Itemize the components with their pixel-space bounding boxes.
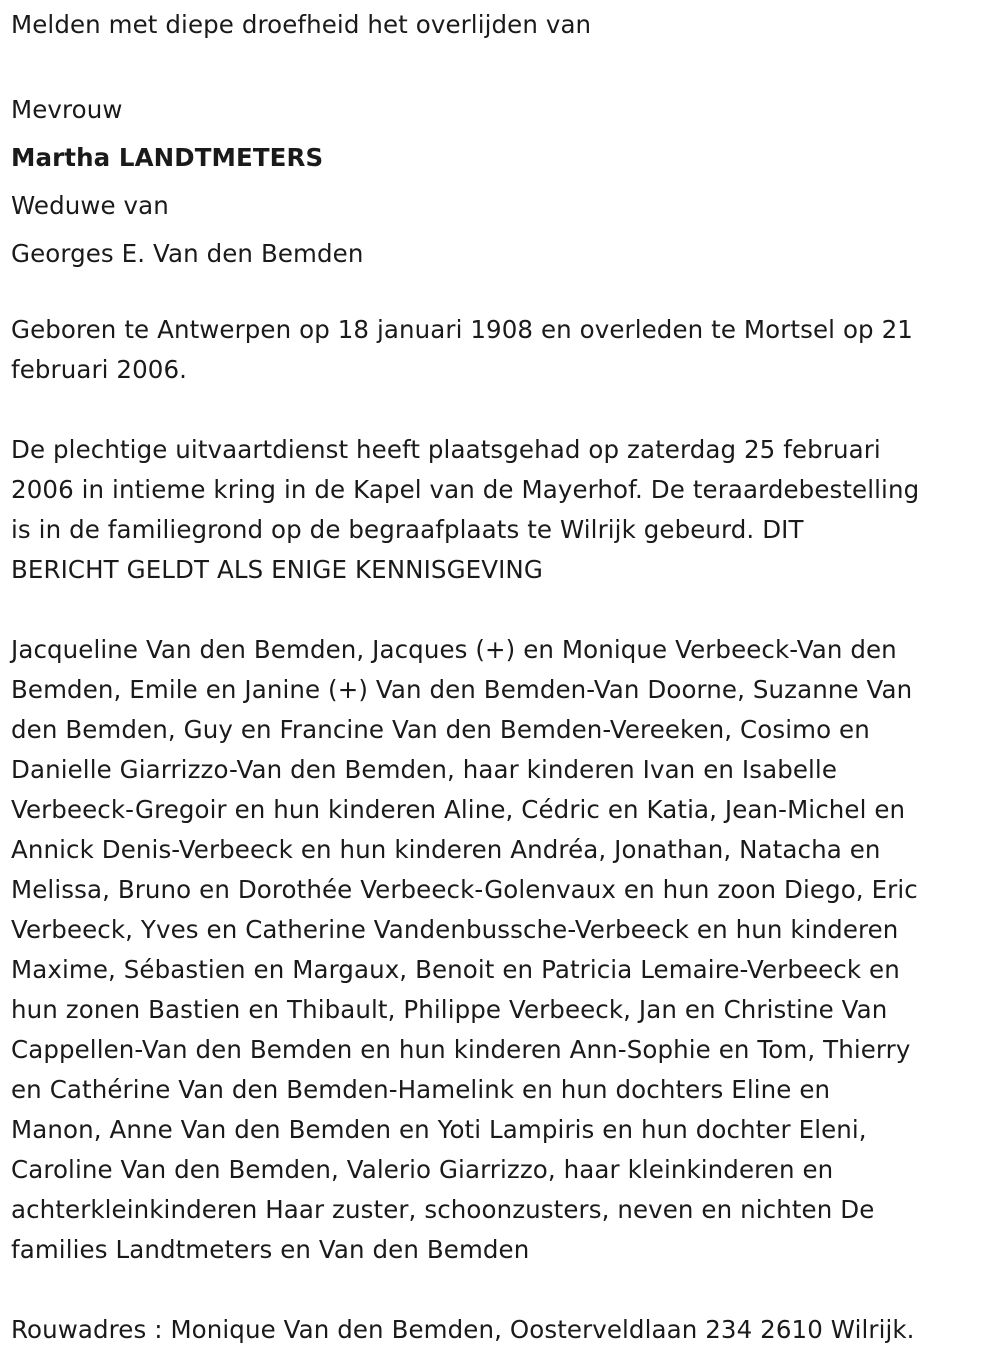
- widow-label: Weduwe van: [11, 191, 169, 220]
- intro-text: [11, 5, 591, 45]
- address-line: Rouwadres : Monique Van den Bemden, Oosterveldlaan 234 2610 Wilrijk.: [11, 1315, 915, 1344]
- deceased-block: [11, 86, 363, 278]
- deceased-name: Martha LANDTMETERS: [11, 143, 324, 172]
- paragraph-line: De plechtige uitvaartdienst heeft plaatsgehad op zaterdag 25 februari: [11, 435, 881, 464]
- paragraph-line: Annick Denis-Verbeeck en hun kinderen Andréa, Jonathan, Natacha en: [11, 835, 881, 864]
- funeral-service-paragraph: [11, 430, 988, 590]
- paragraph-line: achterkleinkinderen Haar zuster, schoonzusters, neven en nichten De: [11, 1195, 875, 1224]
- birth-death-paragraph: [11, 310, 988, 390]
- paragraph-line: BERICHT GELDT ALS ENIGE KENNISGEVING: [11, 555, 543, 584]
- paragraph-line: Melissa, Bruno en Dorothée Verbeeck-Golenvaux en hun zoon Diego, Eric: [11, 875, 918, 904]
- family-paragraph: [11, 630, 988, 1270]
- paragraph-line: hun zonen Bastien en Thibault, Philippe Verbeeck, Jan en Christine Van: [11, 995, 888, 1024]
- paragraph-line: Danielle Giarrizzo-Van den Bemden, haar kinderen Ivan en Isabelle: [11, 755, 838, 784]
- paragraph-line: en Cathérine Van den Bemden-Hamelink en hun dochters Eline en: [11, 1075, 831, 1104]
- intro-line: Melden met diepe droefheid het overlijden van: [11, 10, 592, 39]
- paragraph-line: 2006 in intieme kring in de Kapel van de Mayerhof. De teraardebestelling: [11, 475, 920, 504]
- paragraph-line: Cappellen-Van den Bemden en hun kinderen Ann-Sophie en Tom, Thierry: [11, 1035, 911, 1064]
- paragraph-line: Bemden, Emile en Janine (+) Van den Bemden-Van Doorne, Suzanne Van: [11, 675, 913, 704]
- mourning-address: [11, 1310, 988, 1350]
- paragraph-line: Geboren te Antwerpen op 18 januari 1908 en overleden te Mortsel op 21: [11, 315, 913, 344]
- paragraph-line: den Bemden, Guy en Francine Van den Bemden-Vereeken, Cosimo en: [11, 715, 870, 744]
- paragraph-line: Verbeeck-Gregoir en hun kinderen Aline, Cédric en Katia, Jean-Michel en: [11, 795, 906, 824]
- paragraph-line: Jacqueline Van den Bemden, Jacques (+) en Monique Verbeeck-Van den: [11, 635, 897, 664]
- paragraph-line: Caroline Van den Bemden, Valerio Giarrizzo, haar kleinkinderen en: [11, 1155, 834, 1184]
- paragraph-line: Maxime, Sébastien en Margaux, Benoit en Patricia Lemaire-Verbeeck en: [11, 955, 900, 984]
- salutation: Mevrouw: [11, 95, 123, 124]
- paragraph-line: families Landtmeters en Van den Bemden: [11, 1235, 530, 1264]
- paragraph-line: Manon, Anne Van den Bemden en Yoti Lampiris en hun dochter Eleni,: [11, 1115, 867, 1144]
- paragraph-line: is in de familiegrond op de begraafplaats te Wilrijk gebeurd. DIT: [11, 515, 804, 544]
- paragraph-line: Verbeeck, Yves en Catherine Vandenbussche-Verbeeck en hun kinderen: [11, 915, 899, 944]
- spouse-name: Georges E. Van den Bemden: [11, 239, 364, 268]
- paragraph-line: februari 2006.: [11, 355, 188, 384]
